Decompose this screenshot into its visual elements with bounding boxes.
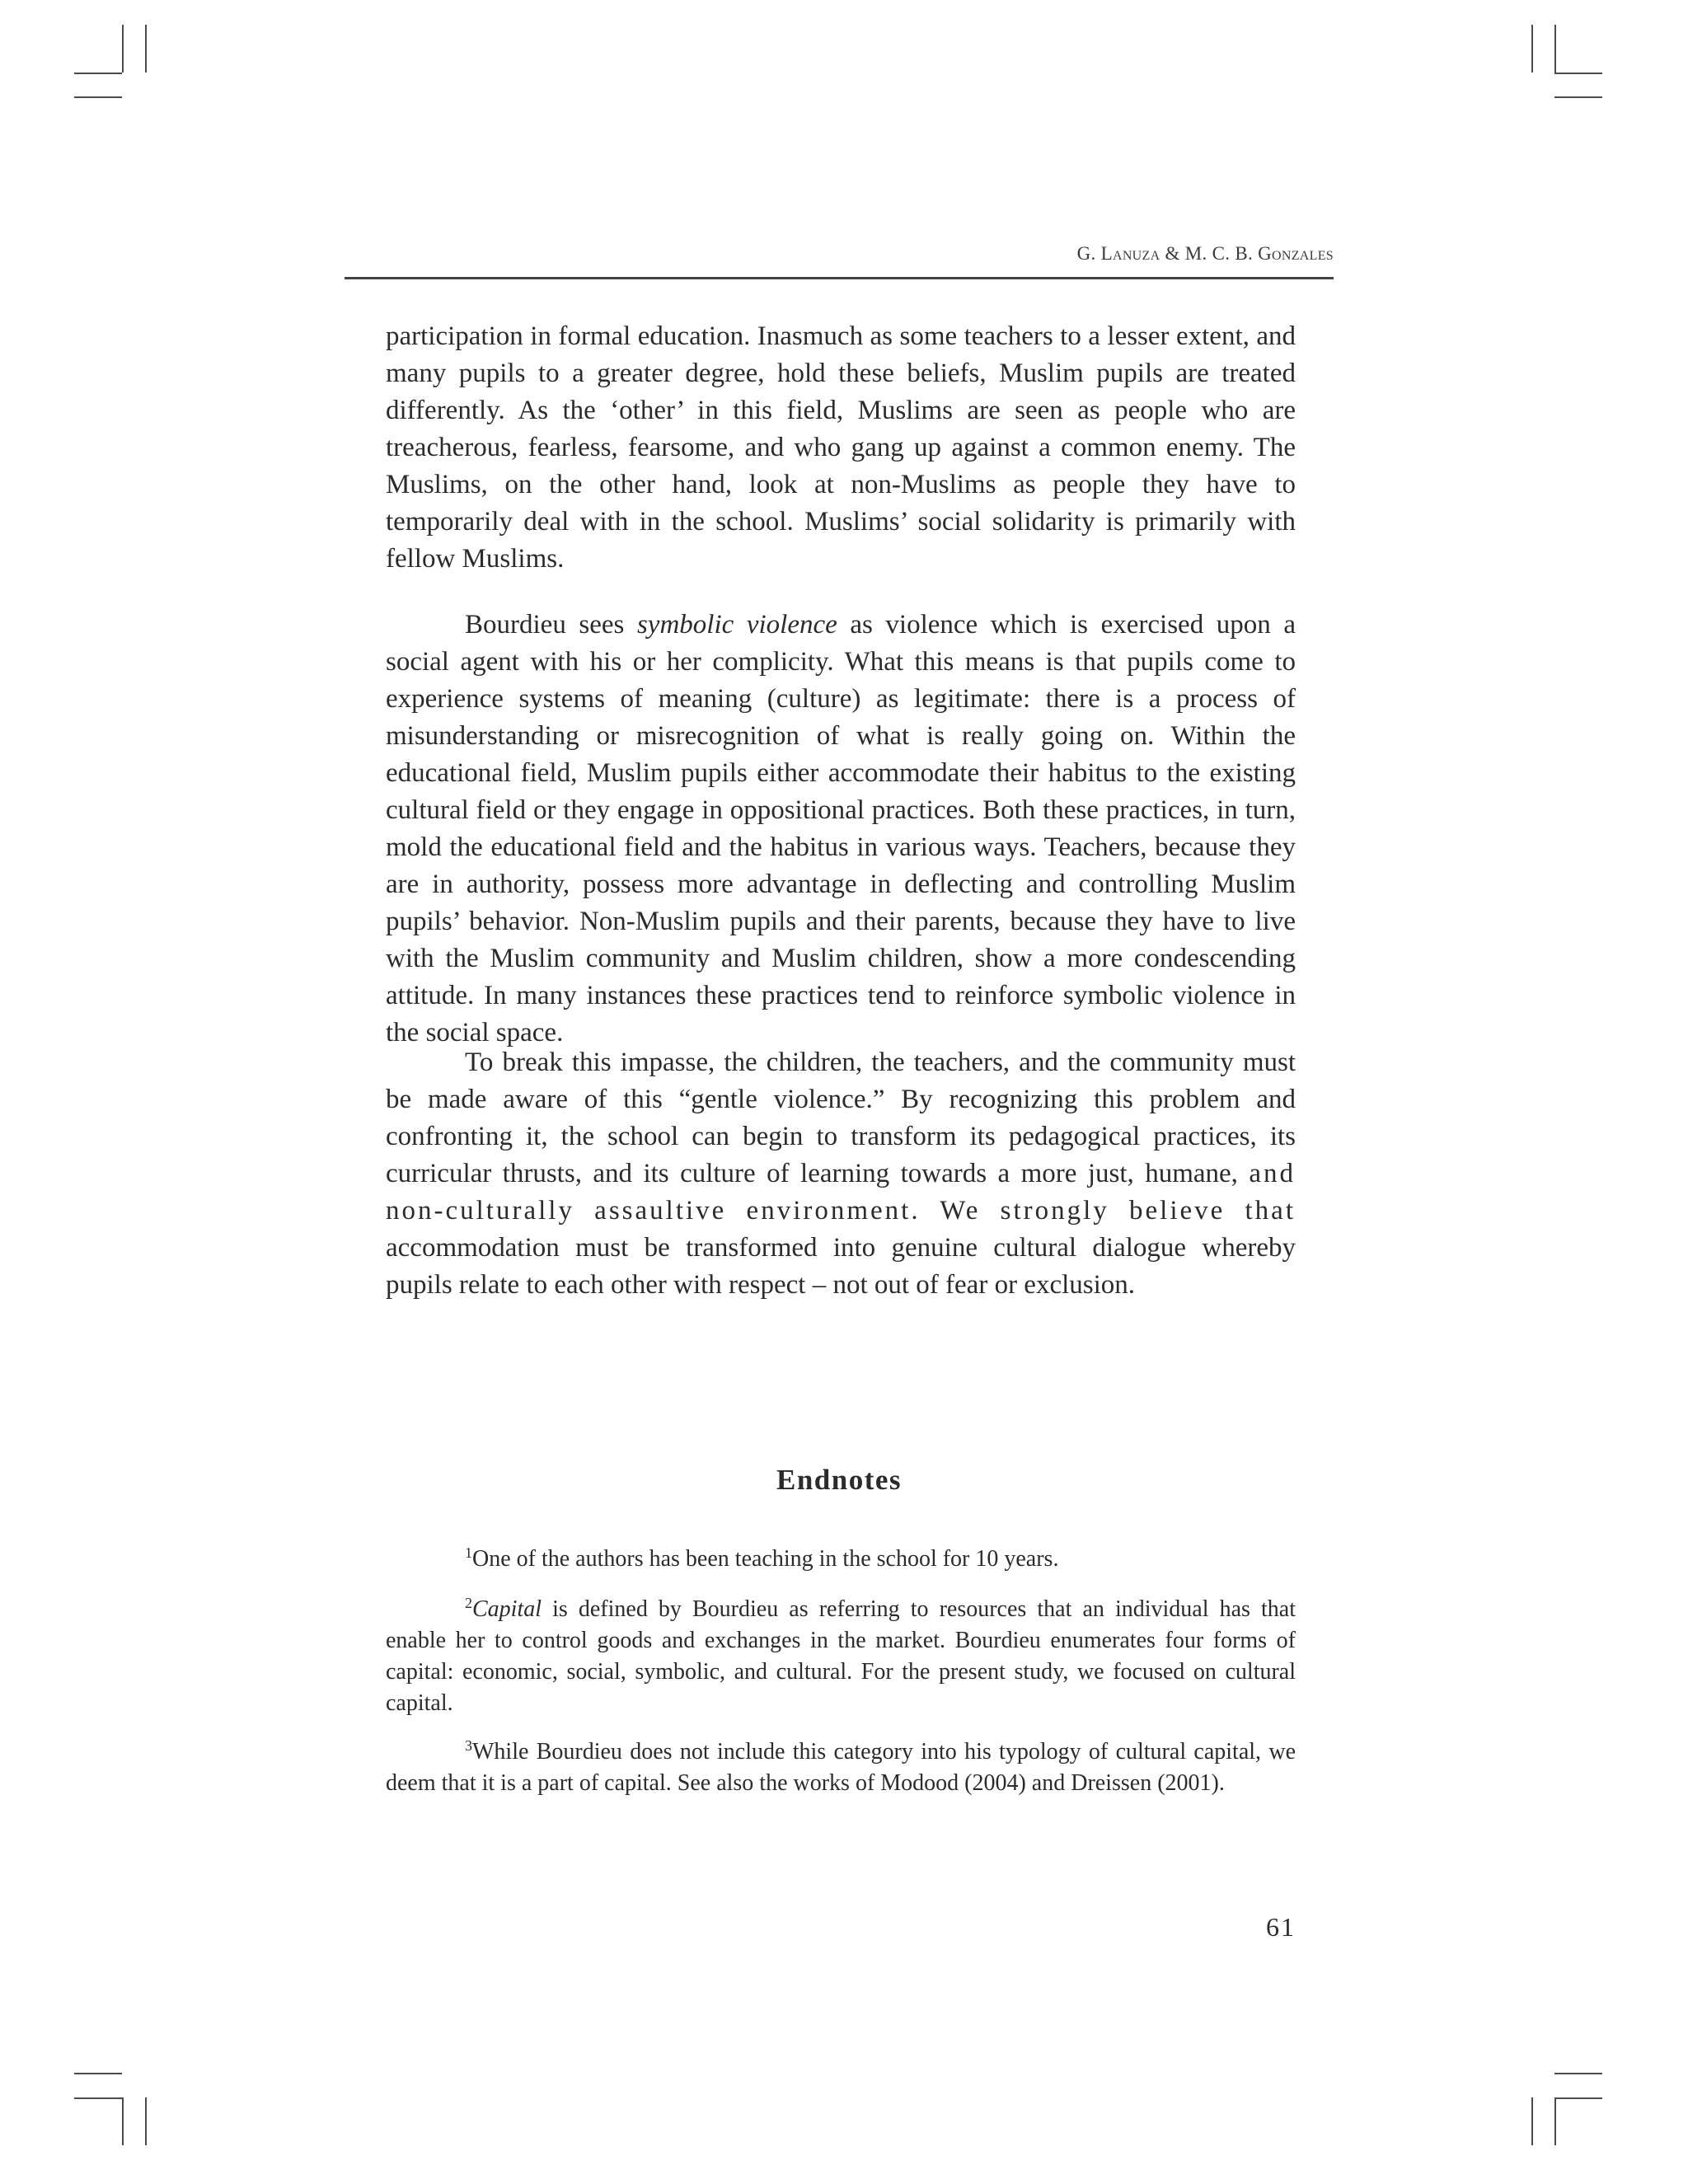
endnote	[386, 1736, 1296, 1799]
running-head	[345, 243, 1334, 265]
crop-mark	[1554, 25, 1556, 73]
crop-mark	[145, 2097, 147, 2145]
paragraph-text: participation in formal education. Inasmuch as some teachers to a lesser extent, and many pupils to a greater degree, hold these beliefs, Muslim pupils are treated differently. As the ‘other’ in this field, Muslims are seen as people who are treacherous, fearless, fearsome, and who gang up against a common enemy. The Muslims, on the other hand, look at non-Muslims as people they have to temporarily deal with in the school. Muslims’ social solidarity is primarily with fellow Muslims.	[386, 321, 1296, 574]
text-run: Bourdieu sees	[465, 610, 637, 640]
text-run-spaced: and non-culturally assaultive environment. We strongly believe that	[386, 1159, 1296, 1226]
page-number: 61	[1266, 1912, 1296, 1942]
crop-mark	[1554, 96, 1602, 98]
crop-mark	[1554, 2073, 1602, 2074]
crop-mark	[74, 96, 122, 98]
endnote	[386, 1544, 1296, 1575]
running-head-amp: &	[1160, 243, 1185, 264]
crop-mark	[1531, 25, 1533, 73]
crop-mark	[74, 2073, 122, 2074]
endnote-text: One of the authors has been teaching in the school for 10 years.	[472, 1546, 1059, 1572]
paragraph	[386, 318, 1296, 578]
paragraph-text	[386, 607, 1296, 1052]
running-head-author1-rest: anuza	[1112, 243, 1160, 264]
crop-mark	[1531, 2097, 1533, 2145]
crop-mark	[74, 2097, 122, 2099]
header-rule	[345, 277, 1334, 279]
section-heading: Endnotes	[776, 1464, 903, 1496]
running-head-author2-initials: M. C. B. G	[1184, 243, 1273, 264]
endnote-text: is defined by Bourdieu as referring to resources that an individual has that enable her to control goods and exchanges in the market. Bourdieu enumerates four forms of capital: economic, social, symbolic, and cultural. For the present study, we focused on cultural capital.	[386, 1596, 1296, 1716]
running-head-author2-rest: onzales	[1272, 243, 1334, 264]
text-run: as violence which is exercised upon a social agent with his or her complicity. What this means is that pupils come to experience systems of meaning (culture) as legitimate: there is a process of misunderstanding or misrecognition of what is really going on. Within the educational field, Muslim pupils either accommodate their habitus to the existing cultural field or they engage in oppositional practices. Both these practices, in turn, mold the educational field and the habitus in various ways. Teachers, because they are in authority, possess more advantage in deflecting and controlling Muslim pupils’ behavior. Non-Muslim pupils and their parents, because they have to live with the Muslim community and Muslim children, show a more condescending attitude. In many instances these practices tend to reinforce symbolic violence in the social space.	[386, 610, 1296, 1047]
paragraph	[386, 607, 1296, 1052]
endnote-text: While Bourdieu does not include this category into his typology of cultural capital, we deem that it is a part of capital. See also the works of Modood (2004) and Dreissen (2001).	[386, 1739, 1296, 1796]
text-run: accommodation must be transformed into genuine cultural dialogue whereby pupils relate to each other with respect – not out of fear or exclusion.	[386, 1233, 1296, 1300]
endnote	[386, 1594, 1296, 1719]
endnote-number: 3	[465, 1737, 472, 1754]
endnote-number: 2	[465, 1595, 472, 1611]
paragraph	[386, 1044, 1296, 1304]
crop-mark	[1554, 2097, 1556, 2145]
crop-mark	[122, 25, 124, 73]
running-head-author1-initial: G. L	[1076, 243, 1113, 264]
crop-mark	[1554, 2097, 1602, 2099]
crop-mark	[1554, 73, 1602, 74]
emphasis-term: symbolic violence	[636, 610, 837, 640]
crop-mark	[145, 25, 147, 73]
endnote-number: 1	[465, 1544, 472, 1561]
paragraph-text	[386, 1044, 1296, 1304]
crop-mark	[74, 73, 122, 74]
text-run: To break this impasse, the children, the teachers, and the community must be made aware of this “gentle violence.” By recognizing this problem and confronting it, the school can begin to transform its pedagogical practices, its curricular thrusts, and its culture of learning towards a more just, humane,	[386, 1047, 1296, 1188]
crop-mark	[122, 2097, 124, 2145]
emphasis-term: Capital	[472, 1596, 542, 1622]
